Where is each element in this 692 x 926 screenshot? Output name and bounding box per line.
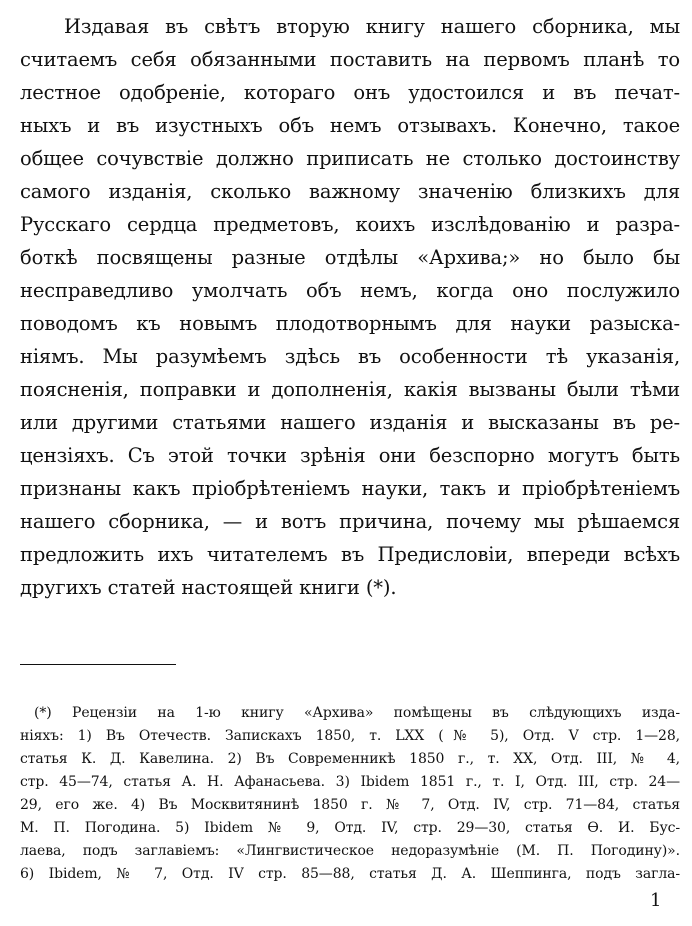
body-line: нашего сборника, — и вотъ причина, почему мы рѣшаемся [20,510,680,533]
footnote-separator [20,664,176,665]
body-line: боткѣ посвящены разные отдѣлы «Архива;» но было бы [20,246,680,269]
body-line: считаемъ себя обязанными поставить на первомъ планѣ то [20,48,680,71]
body-line: общее сочувствіе должно приписать не столько достоинству [20,147,680,170]
footnote-line: 6) Ibidem, № 7, Отд. IV стр. 85—88, статья Д. А. Шеппинга, подъ загла- [20,866,680,882]
body-line: поводомъ къ новымъ плодотворнымъ для науки разыска- [20,312,680,335]
body-line: поясненія, поправки и дополненія, какія вызваны были тѣми [20,378,680,401]
body-line: другихъ статей настоящей книги (*). [20,576,397,599]
body-line: Издавая въ свѣтъ вторую книгу нашего сборника, мы [64,15,680,38]
body-line: предложить ихъ читателемъ въ Предисловіи, впереди всѣхъ [20,543,680,566]
body-line: Русскаго сердца предметовъ, коихъ изслѣдованію и разра- [20,213,680,236]
body-line: цензіяхъ. Съ этой точки зрѣнія они безспорно могутъ быть [20,444,680,467]
footnote-line: лаева, подъ заглавіемъ: «Лингвистическое недоразумѣніе (М. П. Погодину)». [20,843,680,859]
footnote-line: ніяхъ: 1) Въ Отечеств. Запискахъ 1850, т. LXX (№ 5), Отд. V стр. 1—28, [20,728,680,744]
body-text [20,10,680,604]
footnote-line: 29, его же. 4) Въ Москвитянинѣ 1850 г. № 7, Отд. IV, стр. 71—84, статья [20,797,680,813]
body-line: самого изданія, сколько важному значенію близкихъ для [20,180,680,203]
footnote-line: (*) Рецензіи на 1-ю книгу «Архива» помѣщены въ слѣдующихъ изда- [34,705,680,721]
footnote-text [20,702,680,886]
body-line: или другими статьями нашего изданія и высказаны въ ре- [20,411,680,434]
body-line: несправедливо умолчать объ немъ, когда оно послужило [20,279,680,302]
page-number: 1 [650,890,662,911]
footnote-line: статья К. Д. Кавелина. 2) Въ Современникѣ 1850 г., т. XX, Отд. III, № 4, [20,751,680,767]
footnote-line: стр. 45—74, статья А. Н. Афанасьева. 3) Ibidem 1851 г., т. I, Отд. III, стр. 24— [20,774,680,790]
body-line: признаны какъ пріобрѣтеніемъ науки, такъ и пріобрѣтеніемъ [20,477,680,500]
body-line: ныхъ и въ изустныхъ объ немъ отзывахъ. Конечно, такое [20,114,680,137]
body-line: ніямъ. Мы разумѣемъ здѣсь въ особенности тѣ указанія, [20,345,680,368]
body-line: лестное одобреніе, котораго онъ удостоился и въ печат- [20,81,680,104]
footnote-line: М. П. Погодина. 5) Ibidem № 9, Отд. IV, стр. 29—30, статья Ѳ. И. Бус- [20,820,680,836]
